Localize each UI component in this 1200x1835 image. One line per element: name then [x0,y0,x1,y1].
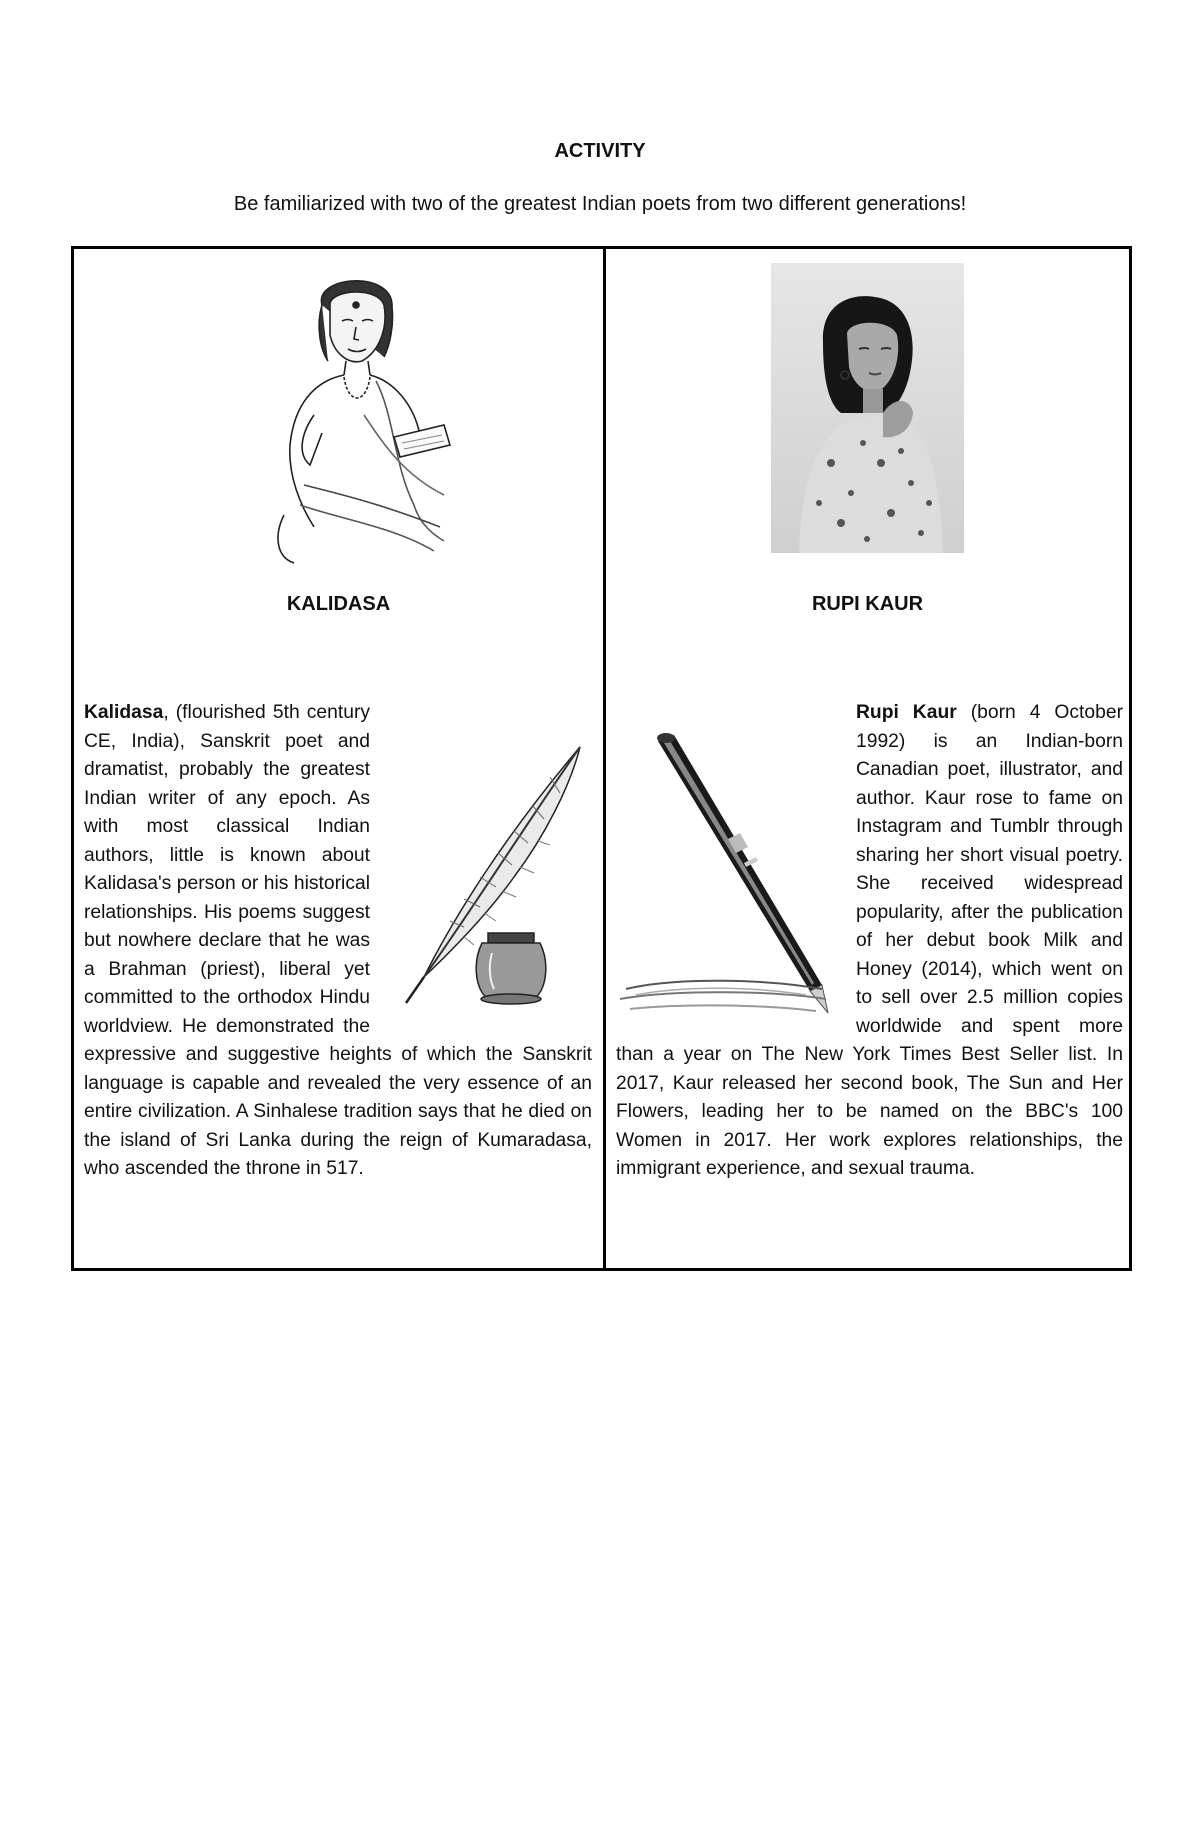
kalidasa-name: KALIDASA [286,593,391,615]
page-title: ACTIVITY [554,140,646,162]
kalidasa-bio [84,699,592,1184]
kalidasa-text: , (flourished 5th century CE, India), Sanskrit poet and dramatist, probably the greatest Indian writer of any epoch. As with most classical Indian authors, little is known about Kalidasa's person or his historical relationships. His poems suggest but nowhere declare that he was a Brahman (priest), liberal yet committed to the orthodox Hindu worldview. He demonstrated the expressive and suggestive heights of which the Sanskrit language is capable and revealed the very essence of an entire civilization. A Sinhalese tradition says that he died on the island of Sri Lanka during the reign of Kumaradasa, who ascended the throne in 517. [84,702,592,1179]
kalidasa-cell [74,249,603,1268]
rupi-kaur-cell [606,249,1129,1268]
rupi-kaur-lead: Rupi Kaur [856,702,957,723]
rupi-kaur-text: (born 4 October 1992) is an Indian-born Canadian poet, illustrator, and author. Kaur rose to fame on Instagram and Tumblr through sharing her short visual poetry. She received widespread popularity, after the publication of her debut book Milk and Honey (2014), which went on to sell over 2.5 million copies worldwide and spent more than a year on The New York Times Best Seller list. In 2017, Kaur released her second book, The Sun and Her Flowers, leading her to be named on the BBC's 100 Women in 2017. Her work explores relationships, the immigrant experience, and sexual trauma. [616,702,1123,1179]
rupi-kaur-name: RUPI KAUR [811,593,924,615]
quill-and-inkpot-icon [384,727,592,1017]
rupi-kaur-bio [616,699,1123,1184]
rupi-kaur-photo-icon [771,263,964,553]
poets-table [71,246,1132,1271]
page-subtitle: Be familiarized with two of the greatest Indian poets from two different generations! [233,193,967,215]
kalidasa-sketch-icon [244,265,464,565]
fountain-pen-icon [616,727,842,1019]
kalidasa-lead: Kalidasa [84,702,164,723]
